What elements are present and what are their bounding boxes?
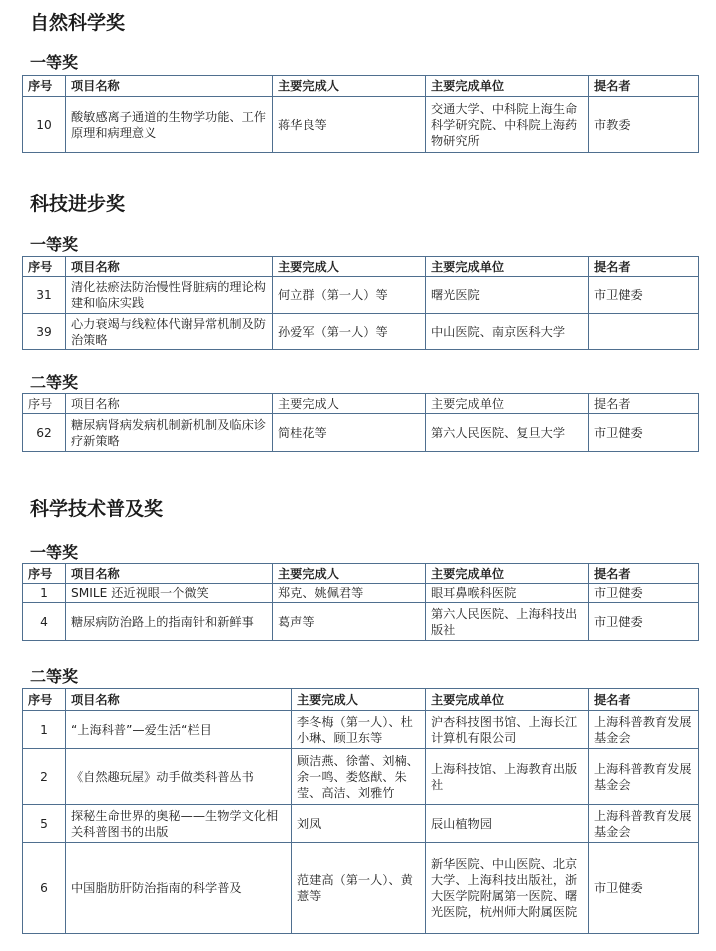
table-row [23,843,699,934]
table-row [23,584,699,603]
table-header-row [23,76,699,97]
cell-project: 中国脂肪肝防治指南的科学普及 [66,843,292,934]
header-units: 主要完成单位 [426,257,589,277]
table-header-row [23,394,699,414]
header-people: 主要完成人 [292,689,426,711]
grade-title: 一等奖 [30,235,79,254]
cell-nominator: 市卫健委 [589,603,699,641]
section-title-tech-progress: 科技进步奖 [30,193,126,215]
cell-units: 眼耳鼻喉科医院 [426,584,589,603]
header-nominator: 提名者 [589,394,699,414]
header-index: 序号 [23,689,66,711]
header-units: 主要完成单位 [426,689,589,711]
cell-units: 中山医院、南京医科大学 [426,314,589,350]
cell-nominator: 市卫健委 [589,843,699,934]
header-nominator: 提名者 [589,689,699,711]
cell-project: SMILE 还近视眼一个微笑 [66,584,273,603]
table-header-row [23,564,699,584]
cell-nominator: 市教委 [589,97,699,153]
header-index: 序号 [23,76,66,97]
header-project: 项目名称 [66,689,292,711]
cell-people: 顾洁燕、徐蕾、刘楠、余一鸣、娄悠猷、朱莹、高洁、刘雅竹 [292,749,426,805]
cell-nominator: 市卫健委 [589,277,699,314]
cell-project: 清化祛瘀法防治慢性肾脏病的理论构建和临床实践 [66,277,273,314]
header-project: 项目名称 [66,257,273,277]
section-title-sci-popularization: 科学技术普及奖 [30,498,164,520]
header-nominator: 提名者 [589,257,699,277]
cell-units: 第六人民医院、上海科技出版社 [426,603,589,641]
cell-index: 5 [23,805,66,843]
header-nominator: 提名者 [589,564,699,584]
cell-people: 葛声等 [273,603,426,641]
grade-title: 一等奖 [30,543,79,562]
cell-units: 交通大学、中科院上海生命科学研究院、中科院上海药物研究所 [426,97,589,153]
cell-index: 6 [23,843,66,934]
cell-project: 糖尿病防治路上的指南针和新鲜事 [66,603,273,641]
cell-units: 沪杏科技图书馆、上海长江计算机有限公司 [426,711,589,749]
award-table [22,563,699,641]
cell-index: 10 [23,97,66,153]
header-index: 序号 [23,257,66,277]
cell-nominator: 上海科普教育发展基金会 [589,805,699,843]
cell-units: 辰山植物园 [426,805,589,843]
cell-project: 糖尿病肾病发病机制新机制及临床诊疗新策略 [66,414,273,452]
cell-project: 探秘生命世界的奥秘——生物学文化相关科普图书的出版 [66,805,292,843]
grade-title: 二等奖 [30,373,79,392]
header-people: 主要完成人 [273,76,426,97]
cell-people: 何立群（第一人）等 [273,277,426,314]
header-nominator: 提名者 [589,76,699,97]
cell-index: 62 [23,414,66,452]
award-table [22,75,699,153]
cell-index: 1 [23,584,66,603]
table-row [23,603,699,641]
grade-title: 二等奖 [30,667,79,686]
header-project: 项目名称 [66,76,273,97]
table-header-row [23,257,699,277]
header-project: 项目名称 [66,564,273,584]
award-table [22,688,699,934]
table-row [23,414,699,452]
header-people: 主要完成人 [273,394,426,414]
cell-people: 范建高（第一人）、黄薏等 [292,843,426,934]
cell-people: 郑克、姚佩君等 [273,584,426,603]
cell-index: 1 [23,711,66,749]
cell-project: 《自然趣玩屋》动手做类科普丛书 [66,749,292,805]
header-people: 主要完成人 [273,564,426,584]
cell-nominator: 上海科普教育发展基金会 [589,711,699,749]
cell-index: 39 [23,314,66,350]
table-row [23,97,699,153]
cell-people: 刘凤 [292,805,426,843]
cell-people: 简桂花等 [273,414,426,452]
grade-title: 一等奖 [30,53,79,72]
cell-index: 2 [23,749,66,805]
cell-nominator: 市卫健委 [589,414,699,452]
cell-units: 新华医院、中山医院、北京大学、上海科技出版社，浙大医学院附属第一医院、曙光医院，杭州师大附属医院 [426,843,589,934]
cell-people: 孙爱军（第一人）等 [273,314,426,350]
table-row [23,749,699,805]
cell-nominator: 市卫健委 [589,584,699,603]
cell-index: 4 [23,603,66,641]
cell-people: 蒋华良等 [273,97,426,153]
header-index: 序号 [23,394,66,414]
header-units: 主要完成单位 [426,76,589,97]
cell-project: 心力衰竭与线粒体代谢异常机制及防治策略 [66,314,273,350]
award-table [22,393,699,452]
cell-project: 酸敏感离子通道的生物学功能、工作原理和病理意义 [66,97,273,153]
cell-people: 李冬梅（第一人）、杜小琳、顾卫东等 [292,711,426,749]
header-project: 项目名称 [66,394,273,414]
cell-index: 31 [23,277,66,314]
header-index: 序号 [23,564,66,584]
table-row [23,314,699,350]
cell-project: “上海科普”—爱生活“栏目 [66,711,292,749]
cell-units: 上海科技馆、上海教育出版社 [426,749,589,805]
cell-nominator [589,314,699,350]
cell-units: 第六人民医院、复旦大学 [426,414,589,452]
cell-units: 曙光医院 [426,277,589,314]
section-title-natural-science: 自然科学奖 [30,12,126,34]
award-table [22,256,699,350]
header-people: 主要完成人 [273,257,426,277]
table-row [23,805,699,843]
cell-nominator: 上海科普教育发展基金会 [589,749,699,805]
header-units: 主要完成单位 [426,564,589,584]
table-header-row [23,689,699,711]
table-row [23,277,699,314]
header-units: 主要完成单位 [426,394,589,414]
table-row [23,711,699,749]
